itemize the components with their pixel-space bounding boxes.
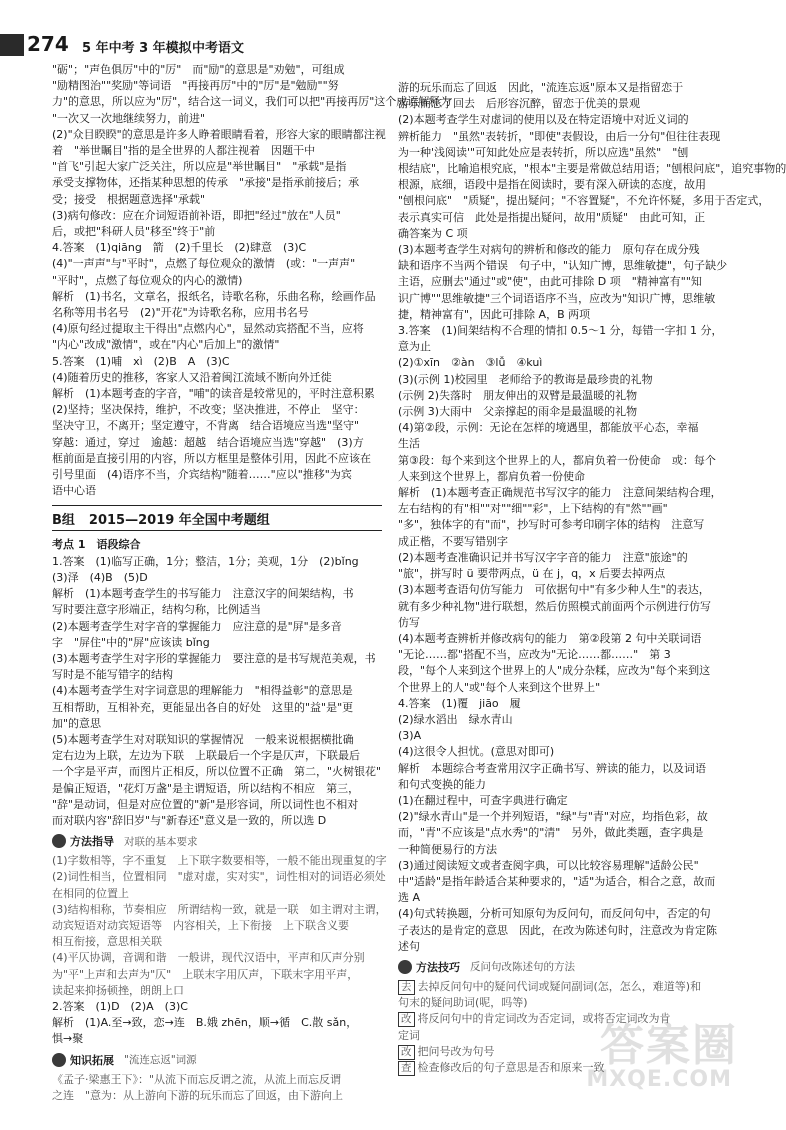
method-tip-label: 方法指导 xyxy=(70,835,114,849)
method-tip-desc: 对联的基本要求 xyxy=(124,835,198,848)
text-line: (2)本题考查学生对字音的掌握能力 应注意的是"屏"是多音 xyxy=(52,619,342,633)
text-line: 着 "举世瞩目"指的是全世界的人都注视着 因题干中 xyxy=(52,144,316,158)
text-line: 个世界上的人"或"每个人来到这个世界上" xyxy=(398,680,601,694)
watermark-url: MXQE.COM xyxy=(586,1067,732,1092)
text-line: 捷，精神富有"，因此可排除 A，B 两项 xyxy=(398,307,591,321)
step-text: 检查修改后的句子意思是否和原来一致 xyxy=(417,1060,605,1074)
text-line: 加"的意思 xyxy=(52,716,102,730)
text-line: (1)字数相等，字不重复 上下联字数要相等，一般不能出现重复的字 xyxy=(52,854,387,868)
text-line: (3)泽 (4)B (5)D xyxy=(52,570,148,584)
text-line: "辞"是动词，但是对应位置的"新"是形容词，所以词性也不相对 xyxy=(52,797,359,811)
text-line: 在相同的位置上 xyxy=(52,886,129,900)
lightbulb-icon xyxy=(52,834,66,848)
text-line: 字 "屏住"中的"屏"应该读 bǐng xyxy=(52,635,210,649)
text-line: "无论……都"搭配不当，应改为"无论……都……" 第 3 xyxy=(398,648,671,662)
text-line: (3)(示例 1)校园里 老师给予的教诲是最珍贵的礼物 xyxy=(398,372,653,386)
step-text: 句末的疑问助词(呢，吗等) xyxy=(398,996,528,1010)
knowledge-desc: "流连忘返"词源 xyxy=(124,1054,197,1067)
method-step xyxy=(398,979,728,995)
text-line: 3.答案 (1)间架结构不合理的情扣 0.5～1 分，每错一字扣 1 分， xyxy=(398,324,723,338)
step-text: 将反问句中的肯定词改为否定词，或将否定词改为肯 xyxy=(417,1012,671,1026)
text-line: 《孟子·梁惠王下》："从流下而忘反谓之流，从流上而忘反谓 xyxy=(52,1072,342,1086)
text-line: 写时要注意字形端正，结构匀称，比例适当 xyxy=(52,603,261,617)
text-line: 惧→聚 xyxy=(52,1032,84,1046)
book-icon xyxy=(52,1053,66,1067)
text-line: 写时是不能写错字的结构 xyxy=(52,668,173,682)
text-line: 缺和语序不当两个错误 句子中，"认知广博，思维敏捷"，句子缺少 xyxy=(398,259,728,273)
watermark-logo xyxy=(588,1009,738,1109)
text-line: 后，或把"科研人员"移至"终于"前 xyxy=(52,225,216,239)
text-line: (2)"众目睽睽"的意思是许多人睁着眼睛看着，形容大家的眼睛都注视 xyxy=(52,127,386,141)
text-line: 根结底"，比喻追根究底，"根本"主要是常做总结用语；"刨根问底"，追究事物的 xyxy=(398,162,786,176)
step-box-label: 去 xyxy=(398,980,415,995)
method-skill-tag xyxy=(398,958,728,976)
text-line: 辨析能力 "虽然"表转折，"即使"表假设，由后一分句"但往往表现 xyxy=(398,129,721,143)
text-line: "多"，独体字的有"而"，抄写时可参考印刷字体的结构 注意写 xyxy=(398,518,705,532)
page-header xyxy=(0,30,750,58)
text-line: 而对联内容"辞旧岁"与"新春还"意义是一致的，所以选 D xyxy=(52,813,327,827)
text-line: 根源，底细，语段中是指在阅读时，要有深入研读的态度，故用 xyxy=(398,178,706,192)
text-line: (3)A xyxy=(398,729,422,743)
text-line: (2)①xīn ②àn ③lǚ ④kuì xyxy=(398,356,543,370)
method-skill-desc: 反问句改陈述句的方法 xyxy=(470,961,575,974)
step-box-label: 查 xyxy=(398,1061,415,1076)
text-line: 而，"青"不应该是"点水秀"的"清" 另外，做此类题，查字典是 xyxy=(398,826,704,840)
text-line: 游乐而忘了回去 后形容沉醉，留恋于优美的景观 xyxy=(398,97,640,111)
text-line: 第③段：每个来到这个世界上的人，都肩负着一份使命 或：每个 xyxy=(398,453,716,467)
text-line: 解析 (1)书名，文章名，报纸名，诗歌名称，乐曲名称，绘画作品 xyxy=(52,289,376,303)
text-line: 之连 "意为：从上游向下游的玩乐而忘了回返，由下游向上 xyxy=(52,1088,344,1102)
text-line: 定右边为上联，左边为下联 上联最后一个字是仄声，下联最后 xyxy=(52,749,360,763)
text-line: (示例 3)大雨中 父亲撑起的雨伞是最温暖的礼物 xyxy=(398,405,638,419)
text-line: (4)句式转换题，分析可知原句为反问句，而反问句中，否定的句 xyxy=(398,907,711,921)
text-line: 和句式变换的能力 xyxy=(398,777,486,791)
text-line: 相互衔接，意思相关联 xyxy=(52,935,162,949)
text-line: "首飞"引起大家广泛关注，所以应是"举世瞩目" "承载"是指 xyxy=(52,160,347,174)
text-line: 子表达的是肯定的意思 因此，在改为陈述句时，注意改为肯定陈 xyxy=(398,923,717,937)
text-line: 解析 本题综合考查常用汉字正确书写、辨读的能力，以及词语 xyxy=(398,761,706,775)
text-line: "砺"；"声色俱厉"中的"厉" 而"励"的意思是"劝勉"，可组成 xyxy=(52,63,345,76)
text-line: (1)在翻过程中，可查字典进行确定 xyxy=(398,793,568,807)
text-line: (3)通过阅读短文或者查阅字典，可以比较容易理解"适龄公民" xyxy=(398,858,699,872)
watermark-text: 答案圈 xyxy=(600,1020,738,1071)
step-text: 把问号改为句号 xyxy=(417,1044,495,1058)
text-line: (4)本题考查学生对字词意思的理解能力 "相得益彰"的意思是 xyxy=(52,684,353,698)
text-line: (4)这很令人担忧。(意思对即可) xyxy=(398,745,555,759)
text-line: 语中心语 xyxy=(52,484,96,498)
text-line: 生活 xyxy=(398,437,420,451)
text-line: (2)词性相当，位置相同 "虚对虚，实对实"，词性相对的词语必须处 xyxy=(52,870,386,884)
text-line: (示例 2)失落时 朋友伸出的双臂是最温暖的礼物 xyxy=(398,388,638,402)
text-line: 5.答案 (1)哺 xì (2)B A (3)C xyxy=(52,354,230,368)
step-text: 定词 xyxy=(398,1028,420,1042)
knowledge-label: 知识拓展 xyxy=(70,1053,114,1067)
text-line: (3)本题考查语句仿写能力 可依据句中"有多少种人生"的表达， xyxy=(398,583,710,597)
text-line: (3)结构相称，节奏相应 所谓结构一致，就是一联 如主谓对主谓， xyxy=(52,902,387,916)
text-line: 1.答案 (1)临写正确，1分；整洁，1分；美观，1分 (2)bǐng xyxy=(52,554,359,568)
text-line: 成正楷，不要写错别字 xyxy=(398,534,508,548)
header-bar xyxy=(0,34,24,56)
text-line: 述句 xyxy=(398,939,420,953)
section-title: 2015—2019 年全国中考题组 xyxy=(88,512,270,528)
text-line: 承受支撑物体，还指某种思想的传承 "承接"是指承前接后；承 xyxy=(52,176,360,190)
book-title: 5 年中考 3 年模拟 xyxy=(82,41,192,56)
method-skill-label: 方法技巧 xyxy=(416,960,460,974)
text-line: "一次又一次地继续努力，前进" xyxy=(52,111,206,125)
text-line: 2.答案 (1)D (2)A (3)C xyxy=(52,999,188,1013)
kaodian-heading: 考点 1 语段综合 xyxy=(52,538,141,552)
text-line: 解析 (1)A.至→致，恋→连 B.娥 zhēn，顺→循 C.散 sǎn， xyxy=(52,1016,358,1030)
text-line: (3)本题考查学生对字形的掌握能力 要注意的是书写规范美观，书 xyxy=(52,651,376,665)
text-line: (2)本题考查准确识记并书写汉字字音的能力 注意"旅途"的 xyxy=(398,550,688,564)
text-line: 解析 (1)本题考查正确规范书写汉字的能力 注意间架结构合理， xyxy=(398,486,722,500)
text-line: 力"的意思，所以应为"厉"，结合这一词义，我们可以把"再接再厉"这个成语解释为 xyxy=(52,95,452,109)
text-line: 仿写 xyxy=(398,615,420,629)
text-line: 框前面是直接引用的内容，所以方框里是整体引用，因此不应该在 xyxy=(52,451,371,465)
text-line: 表示真实可信 此处是指提出疑问，故用"质疑" 由此可知，正 xyxy=(398,210,706,224)
text-line: (2)本题考查学生对虚词的使用以及在特定语境中对近义词的 xyxy=(398,113,689,127)
text-line: "内心"改成"激情"，或在"内心"后加上"的激情" xyxy=(52,338,280,352)
text-line: (4)本题考查辨析并修改病句的能力 第②段第 2 句中关联词语 xyxy=(398,631,702,645)
text-line: 为"平"上声和去声为"仄" 上联末字用仄声，下联末字用平声， xyxy=(52,967,359,981)
book-subject: 中考语文 xyxy=(192,41,245,56)
text-line: 人来到这个世界上，都肩负着一份使命 xyxy=(398,469,585,483)
text-line: 穿越：通过，穿过 逾越：超越 结合语境应当选"穿越" (3)方 xyxy=(52,435,364,449)
text-line: 识广博""思维敏捷"三个词语语序不当，应改为"知识广博，思维敏 xyxy=(398,291,716,305)
text-line: (4)"一声声"与"平时"，点燃了每位观众的激情 (或："一声声" xyxy=(52,257,356,271)
page-number: 274 xyxy=(27,32,69,56)
text-line: (4)第②段，示例：无论在怎样的境遇里，都能放平心态，幸福 xyxy=(398,421,699,435)
text-line: 一种简便易行的方法 xyxy=(398,842,497,856)
step-box-label: 改 xyxy=(398,1045,415,1060)
text-line: 游的玩乐而忘了回返 因此，"流连忘返"原本又是指留恋于 xyxy=(398,81,684,94)
text-line: 动宾短语对动宾短语等 内容相关，上下衔接 上下联含义要 xyxy=(52,918,349,932)
text-line: 段，"每个人来到这个世界上的人"成分杂糅，应改为"每个来到这 xyxy=(398,664,711,678)
text-line: 解析 (1)本题考查的字音，"哺"的读音是较常见的，平时注意积累 xyxy=(52,387,375,401)
section-heading xyxy=(52,505,382,531)
lightbulb-icon xyxy=(398,960,412,974)
text-line: (5)本题考查学生对对联知识的掌握情况 一般来说根据横批确 xyxy=(52,732,354,746)
text-line: (2)"绿水青山"是一个并列短语，"绿"与"青"对应，均指色彩，故 xyxy=(398,810,708,824)
step-text: 去掉反问句中的疑问代词或疑问副词(怎，怎么，难道等)和 xyxy=(417,979,702,993)
text-line: 坚决守卫，不离开；坚定遵守，不背离 结合语境应当选"坚守" xyxy=(52,419,360,433)
text-line: 为一种'浅阅读'"可知此处应是表转折，所以应选"虽然" "刨 xyxy=(398,145,689,159)
text-line: 意为止 xyxy=(398,340,431,354)
text-line: 4.答案 (1)qiāng 箭 (2)千里长 (2)肆意 (3)C xyxy=(52,241,307,255)
text-line: 主语，应删去"通过"或"使"，由此可排除 D 项 "精神富有""知 xyxy=(398,275,702,289)
text-line: (2)绿水滔出 绿水青山 xyxy=(398,712,513,726)
text-line: "平时"，点燃了每位观众的内心的激情) xyxy=(52,273,243,287)
knowledge-tag xyxy=(52,1051,382,1069)
method-tip-tag xyxy=(52,832,382,850)
text-line: 受；接受 根据题意选择"承载" xyxy=(52,192,206,206)
text-line: 是偏正短语，"花灯万盏"是主谓短语，所以结构不相应 第三， xyxy=(52,781,360,795)
text-line: "励精图治""奖励"等词语 "再接再厉"中的"厉"是"勉励""努 xyxy=(52,79,339,93)
text-line: 就有多少种礼物"进行联想，然后仿照模式前面两个示例进行仿写 xyxy=(398,599,712,613)
text-line: 名称等用书名号 (2)"开花"为诗歌名称，应用书名号 xyxy=(52,306,309,320)
text-line: "旅"，拼写时 ü 要带两点，ü 在 j，q，x 后要去掉两点 xyxy=(398,567,666,581)
text-line: (4)随着历史的推移，客家人又沿着闽江流域不断向外迁徙 xyxy=(52,370,332,384)
text-line: 读起来抑扬顿挫，朗朗上口 xyxy=(52,983,184,997)
text-line: (2)坚持；坚决保持，维护，不改变；坚决推进，不停止 坚守： xyxy=(52,403,365,417)
text-line: 引号里面 (4)语序不当，介宾结构"随着……"应以"推移"为宾 xyxy=(52,468,352,482)
text-line: (3)病句修改：应在介词短语前补语，即把"经过"放在"人员" xyxy=(52,208,341,222)
text-line: 4.答案 (1)覆 jiāo 履 xyxy=(398,696,521,710)
text-line: 一个字是平声，而图片正相反，所以位置不正确 第二，"火树银花" xyxy=(52,765,382,779)
text-line: (3)本题考查学生对病句的辨析和修改的能力 原句存在成分残 xyxy=(398,243,700,257)
text-line: 解析 (1)本题考查学生的书写能力 注意汉字的间架结构，书 xyxy=(52,587,354,601)
text-line: 左右结构的有"相""对""细""彩"，上下结构的有"然""画" xyxy=(398,502,668,516)
text-line: "刨根问底" "质疑"，提出疑问；"不容置疑"，不允许怀疑，多用于否定式， xyxy=(398,194,770,208)
section-label: B组 xyxy=(52,512,75,528)
text-line: 确答案为 C 项 xyxy=(398,226,468,240)
right-column xyxy=(398,80,786,1130)
text-line: (4)原句经过提取主干得出"点燃内心"，显然动宾搭配不当，应将 xyxy=(52,322,364,336)
text-line: 选 A xyxy=(398,891,421,905)
text-line: 中"适龄"是指年龄适合某种要求的，"适"为适合，相合之意，故而 xyxy=(398,874,716,888)
text-line: 互相帮助，互相补充，更能显出各自的好处 这里的"益"是"更 xyxy=(52,700,354,714)
step-box-label: 改 xyxy=(398,1012,415,1027)
text-line: (4)平仄协调，音调和谐 一般讲，现代汉语中，平声和仄声分别 xyxy=(52,951,365,965)
